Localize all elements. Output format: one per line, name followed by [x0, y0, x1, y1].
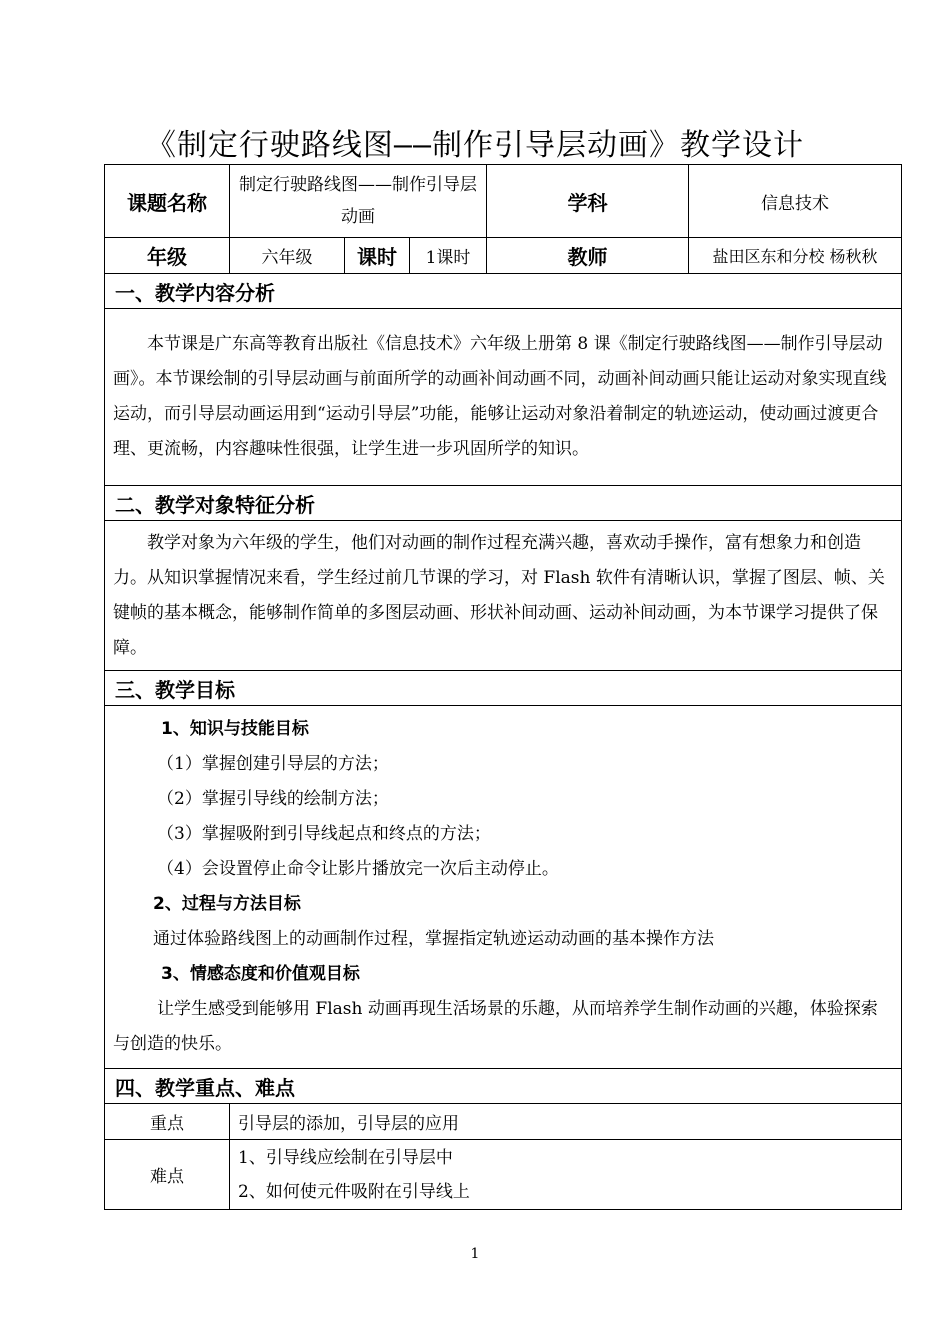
content-analysis-text: 本节课是广东高等教育出版社《信息技术》六年级上册第 8 课《制定行驶路线图——制作引导层动画》。本节课绘制的引导层动画与前面所学的动画补间动画不同，动画补间动画只能让运动对象实现直线运动，而引导层动画运用到“运动引导层”功能，能够让运动对象沿着制定的轨迹运动，使动画过渡更合理、更流畅，内容趣味性很强，让学生进一步巩固所学的知识。: [105, 309, 902, 486]
grade-value: 六年级: [230, 238, 345, 274]
goal1-item: （2）掌握引导线的绘制方法；: [157, 789, 389, 809]
lesson-plan-table: [104, 164, 902, 1210]
key-point-value: 引导层的添加，引导层的应用: [230, 1104, 902, 1140]
goal1-title: 1、知识与技能目标: [161, 719, 309, 739]
course-value: 制定行驶路线图——制作引导层动画: [230, 165, 487, 238]
difficulty-label: 难点: [105, 1140, 230, 1210]
section-heading-key-points: 四、教学重点、难点: [105, 1069, 902, 1104]
subject-label: 学科: [487, 165, 689, 238]
goal3-title: 3、情感态度和价值观目标: [161, 964, 360, 984]
goal2-title: 2、过程与方法目标: [153, 894, 301, 914]
section-heading-teaching-goals: 三、教学目标: [105, 671, 902, 706]
key-point-label: 重点: [105, 1104, 230, 1140]
hours-label: 课时: [345, 238, 410, 274]
section-heading-learner-analysis: 二、教学对象特征分析: [105, 486, 902, 521]
teacher-label: 教师: [487, 238, 689, 274]
goal3-text: 让学生感受到能够用 Flash 动画再现生活场景的乐趣，从而培养学生制作动画的兴趣，体验探索与创造的快乐。: [113, 999, 878, 1054]
difficulty-list: [230, 1140, 902, 1210]
hours-value: 1课时: [410, 238, 487, 274]
goal2-text: 通过体验路线图上的动画制作过程，掌握指定轨迹运动动画的基本操作方法: [153, 929, 714, 949]
page-number: 1: [470, 1246, 480, 1262]
section-heading-content-analysis: 一、教学内容分析: [105, 274, 902, 309]
difficulty-item: 1、引导线应绘制在引导层中: [238, 1147, 453, 1168]
teaching-goals-body: [105, 706, 902, 1069]
goal1-item: （3）掌握吸附到引导线起点和终点的方法；: [157, 824, 491, 844]
difficulty-item: 2、如何使元件吸附在引导线上: [238, 1181, 470, 1202]
course-label: 课题名称: [105, 165, 230, 238]
subject-value: 信息技术: [689, 165, 902, 238]
goal1-item: （4）会设置停止命令让影片播放完一次后主动停止。: [157, 859, 559, 879]
learner-analysis-text: 教学对象为六年级的学生，他们对动画的制作过程充满兴趣，喜欢动手操作，富有想象力和创造力。从知识掌握情况来看，学生经过前几节课的学习，对 Flash 软件有清晰认识，掌握了图层、帧、关键帧的基本概念，能够制作简单的多图层动画、形状补间动画、运动补间动画，为本节课学习提供了保障。: [105, 521, 902, 671]
document-title: 《制定行驶路线图——制作引导层动画》教学设计: [145, 128, 805, 163]
teacher-value: 盐田区东和分校 杨秋秋: [689, 238, 902, 274]
grade-label: 年级: [105, 238, 230, 274]
goal1-item: （1）掌握创建引导层的方法；: [157, 754, 389, 774]
